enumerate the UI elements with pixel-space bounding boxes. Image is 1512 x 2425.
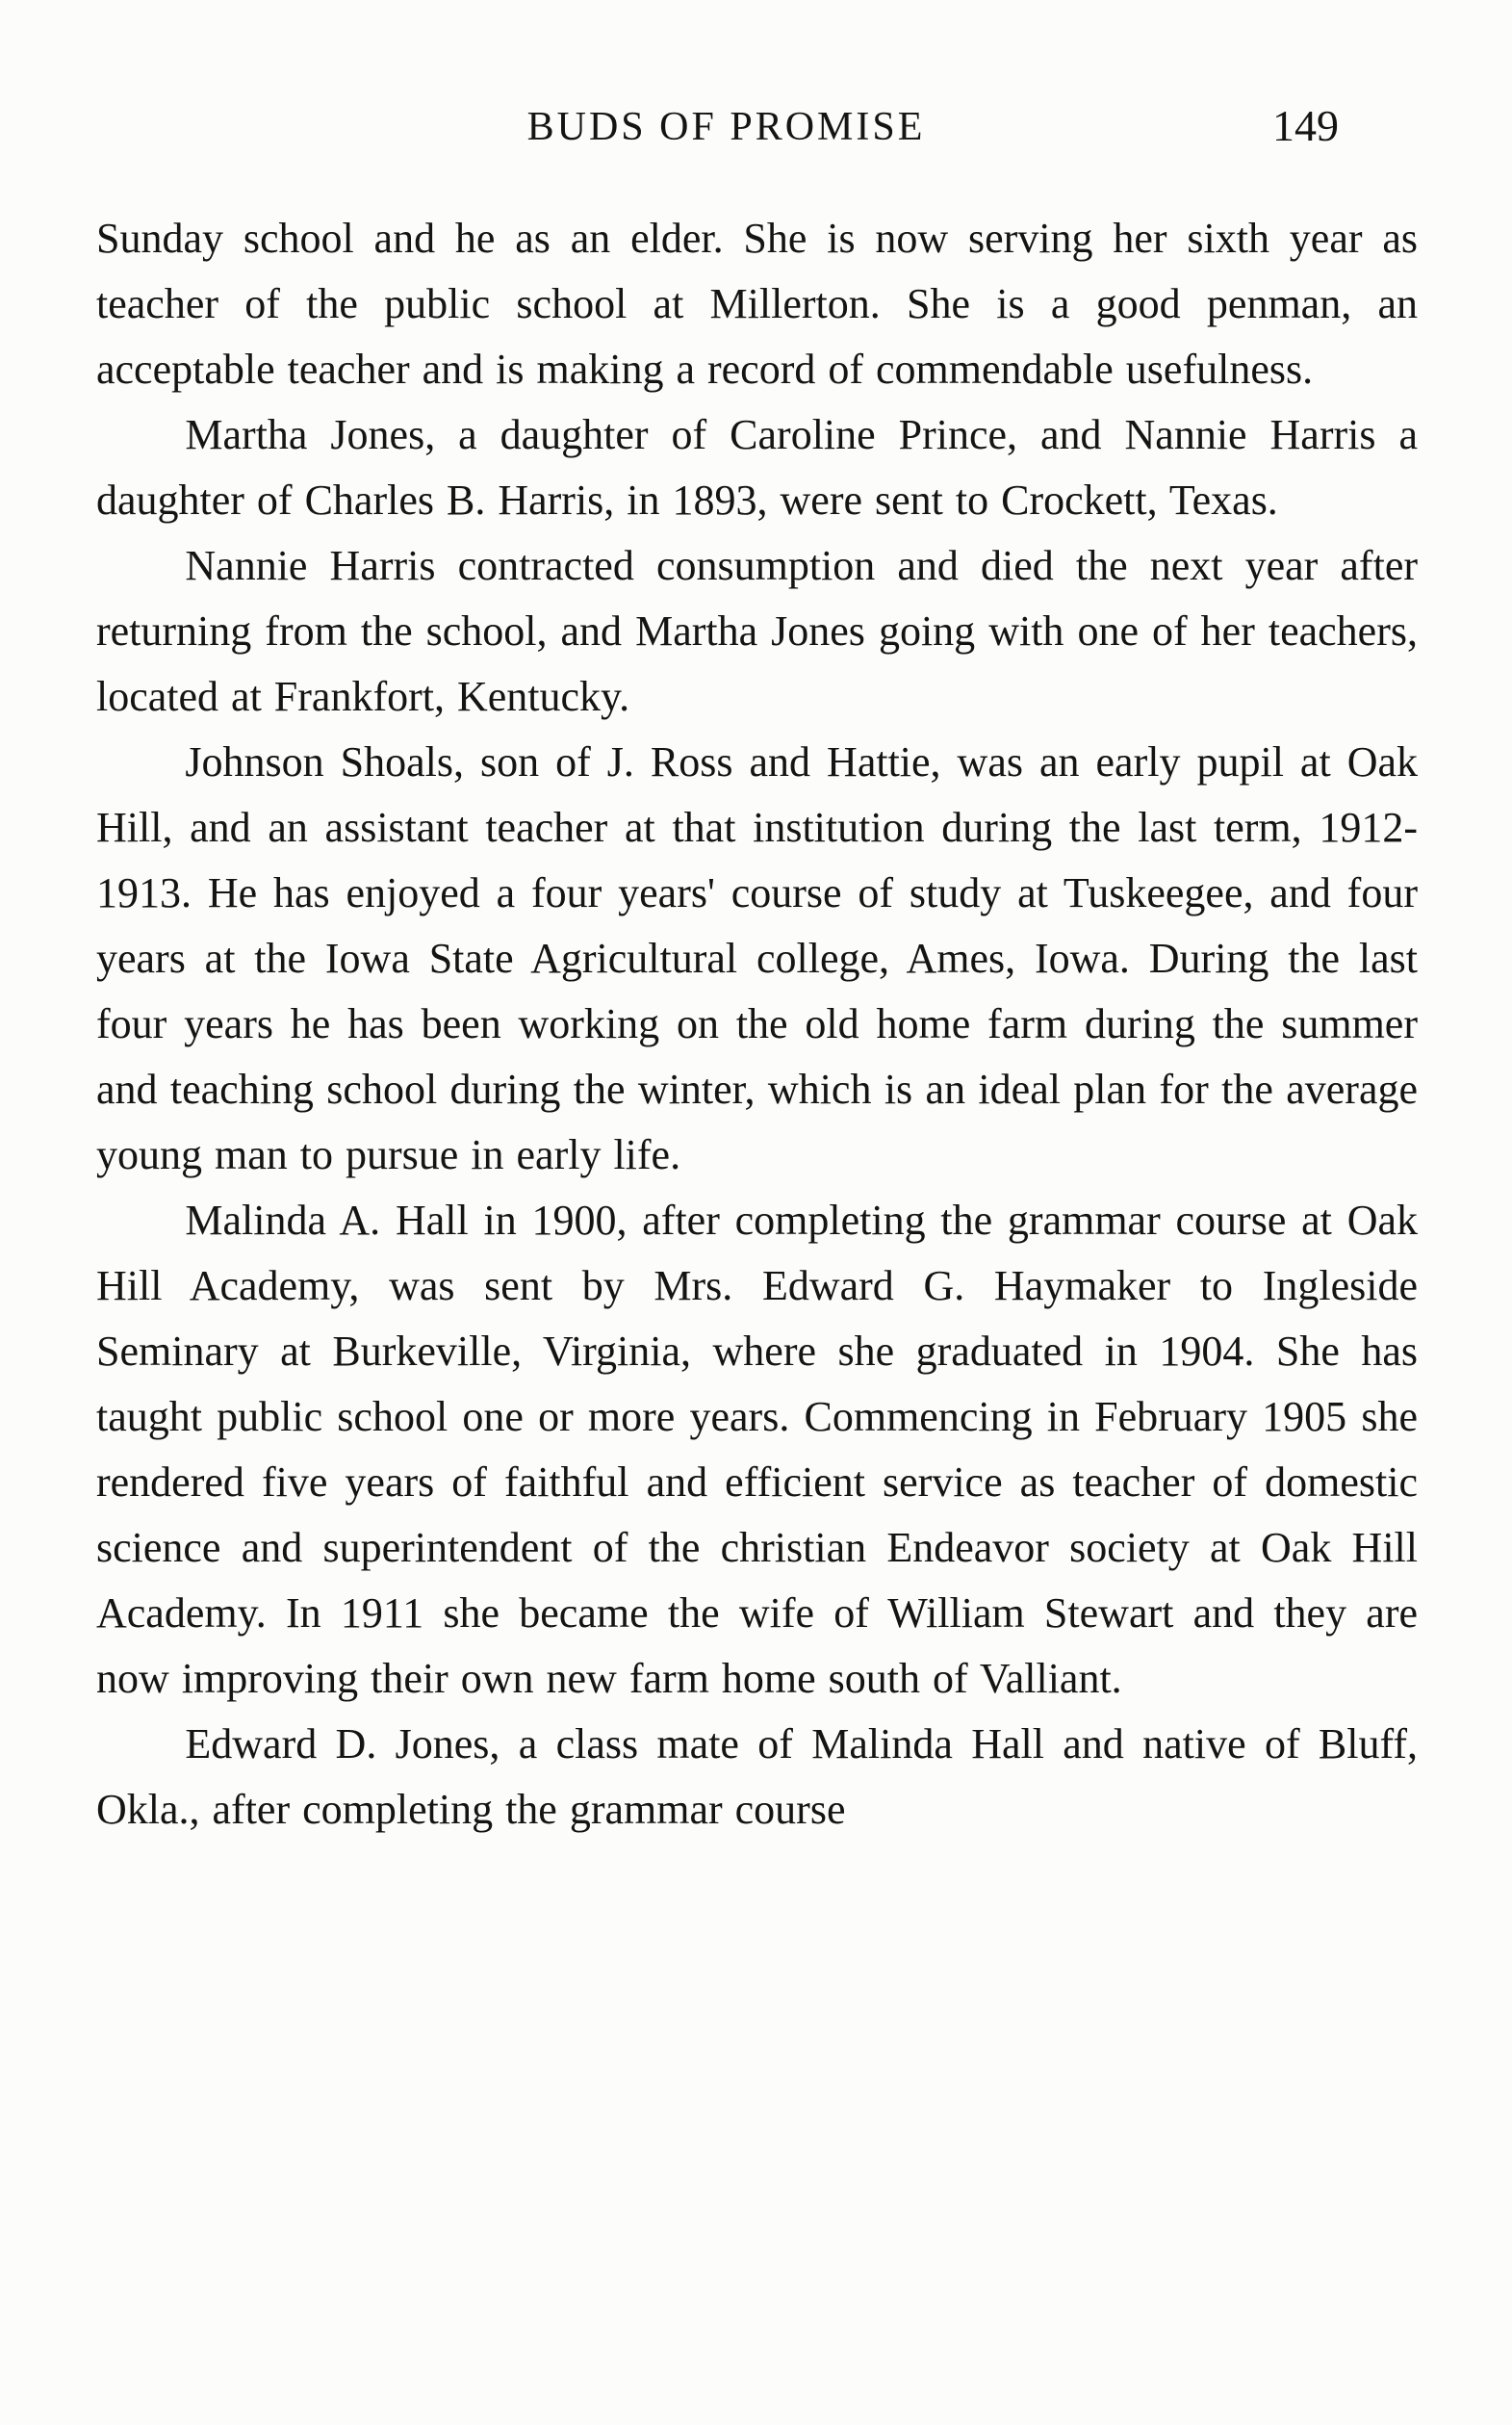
paragraph: Malinda A. Hall in 1900, after completing the grammar course at Oak Hill Academy, was sent by Mrs. Edward G. Haymaker to Ingleside Seminary at Burkeville, Virginia, where she graduated in 1904. She has taught public school one or more years. Commencing in February 1905 she rendered five years of faithful and efficient service as teacher of domestic science and superintendent of the christian Endeavor society at Oak Hill Academy. In 1911 she became the wife of William Stewart and they are now improving their own new farm home south of Valliant.: [96, 1197, 1418, 1702]
page-number: 149: [1272, 101, 1339, 150]
page-header: [96, 101, 1418, 164]
paragraph: Martha Jones, a daughter of Caroline Prince, and Nannie Harris a daughter of Charles B. Harris, in 1893, were sent to Crockett, Texas.: [96, 411, 1418, 524]
page-body: [96, 206, 1418, 1843]
paragraph: Sunday school and he as an elder. She is now serving her sixth year as teacher of the public school at Millerton. She is a good penman, an acceptable teacher and is making a record of commendable usefulness.: [96, 215, 1418, 393]
paragraph: Johnson Shoals, son of J. Ross and Hattie, was an early pupil at Oak Hill, and an assistant teacher at that institution during the last term, 1912-1913. He has enjoyed a four years' course of study at Tuskeegee, and four years at the Iowa State Agricultural college, Ames, Iowa. During the last four years he has been working on the old home farm during the summer and teaching school during the winter, which is an ideal plan for the average young man to pursue in early life.: [96, 738, 1418, 1178]
running-title: BUDS OF PROMISE: [526, 105, 926, 149]
paragraph: Nannie Harris contracted consumption and died the next year after returning from the school, and Martha Jones going with one of her teachers, located at Frankfort, Kentucky.: [96, 542, 1418, 720]
paragraph: Edward D. Jones, a class mate of Malinda Hall and native of Bluff, Okla., after completing the grammar course: [96, 1720, 1418, 1833]
